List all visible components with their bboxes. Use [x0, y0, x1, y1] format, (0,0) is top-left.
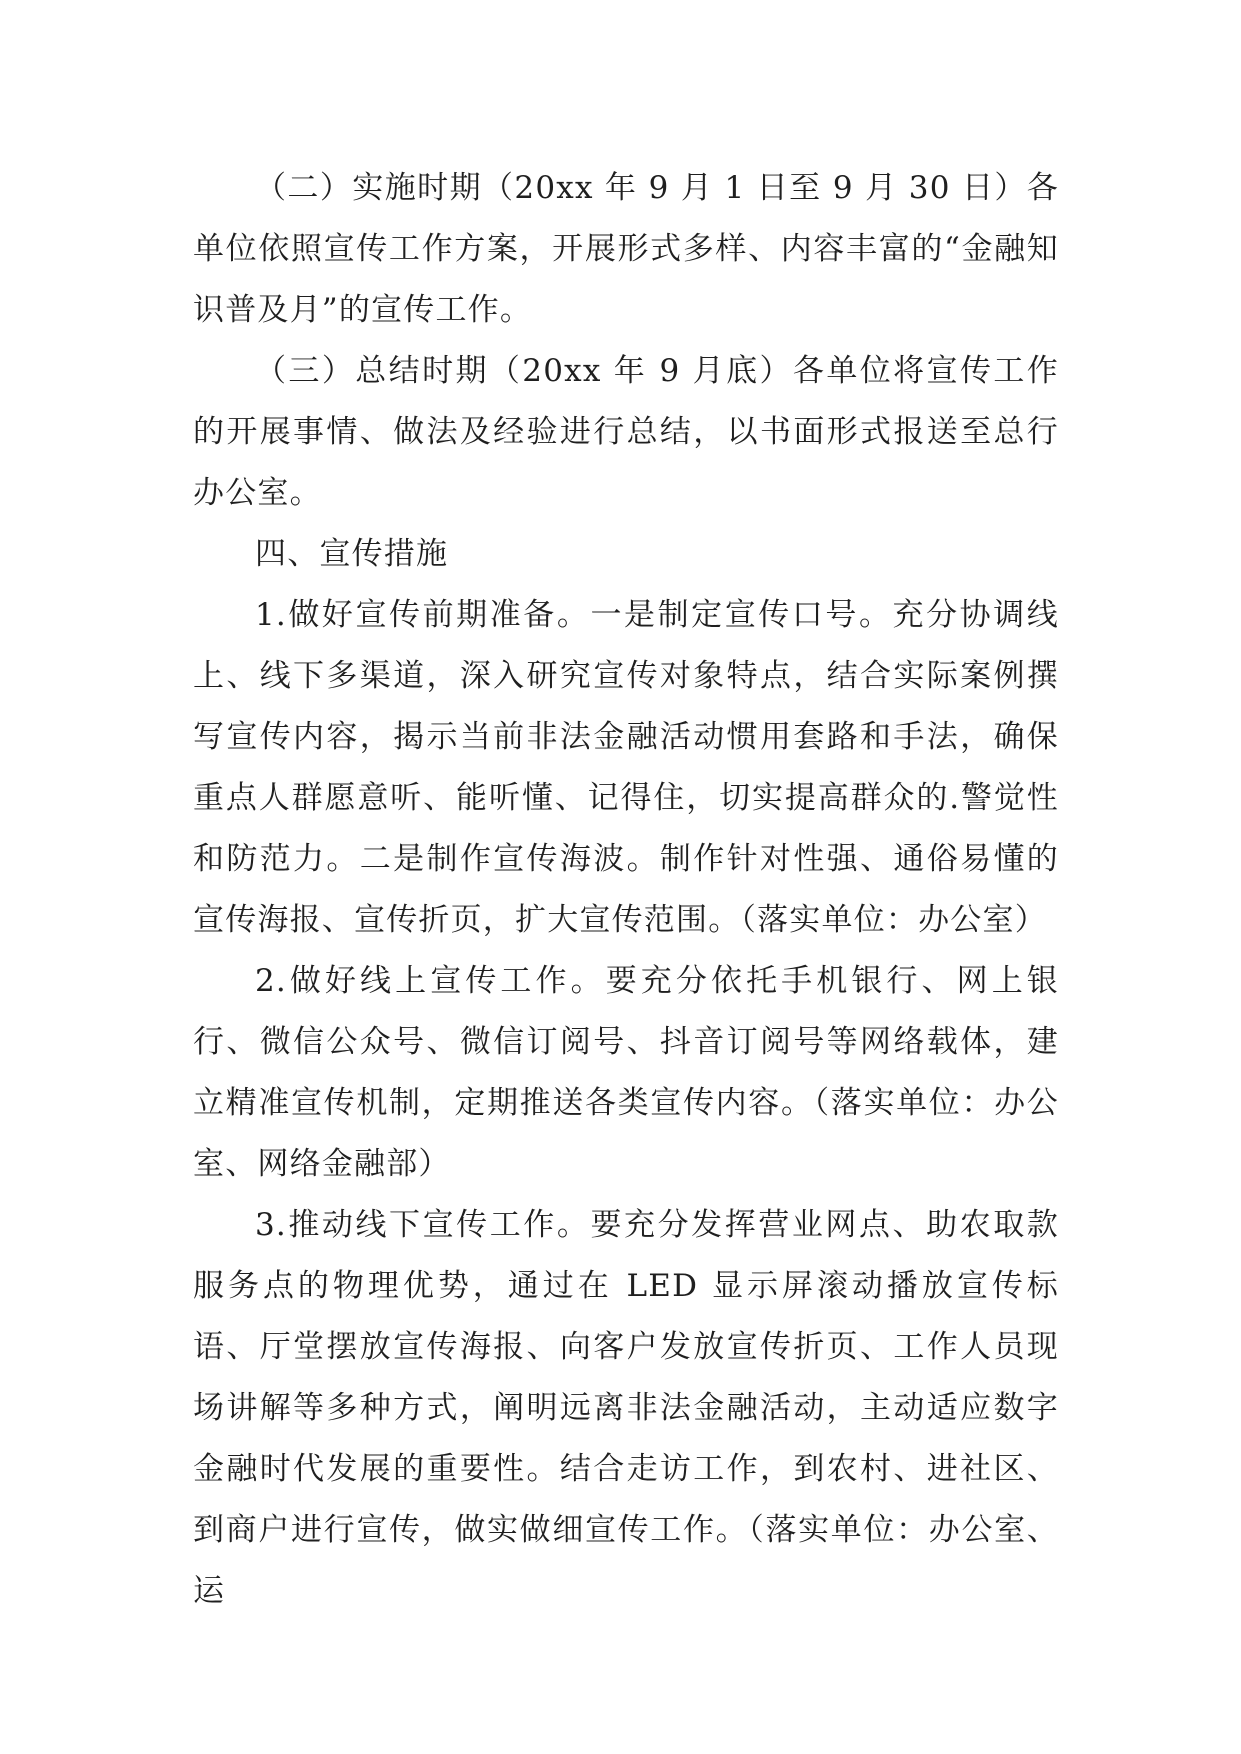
document-body [193, 158, 1059, 1622]
paragraph-summary-period: （三）总结时期（20xx 年 9 月底）各单位将宣传工作的开展事情、做法及经验进行总结，以书面形式报送至总行办公室。 [193, 353, 1059, 511]
section-heading-measures: 四、宣传措施 [255, 536, 449, 572]
paragraph-implementation-period: （二）实施时期（20xx 年 9 月 1 日至 9 月 30 日）各单位依照宣传工作方案，开展形式多样、内容丰富的“金融知识普及月”的宣传工作。 [193, 170, 1059, 328]
paragraph-measure-1: 1.做好宣传前期准备。一是制定宣传口号。充分协调线上、线下多渠道，深入研究宣传对象特点，结合实际案例撰写宣传内容，揭示当前非法金融活动惯用套路和手法，确保重点人群愿意听、能听懂、记得住，切实提高群众的.警觉性和防范力。二是制作宣传海波。制作针对性强、通俗易懂的宣传海报、宣传折页，扩大宣传范围。（落实单位：办公室） [193, 597, 1059, 938]
paragraph-measure-2: 2.做好线上宣传工作。要充分依托手机银行、网上银行、微信公众号、微信订阅号、抖音订阅号等网络载体，建立精准宣传机制，定期推送各类宣传内容。（落实单位：办公室、网络金融部） [193, 963, 1059, 1182]
paragraph-measure-3: 3.推动线下宣传工作。要充分发挥营业网点、助农取款服务点的物理优势，通过在 LED 显示屏滚动播放宣传标语、厅堂摆放宣传海报、向客户发放宣传折页、工作人员现场讲解等多种方式，阐明远离非法金融活动，主动适应数字金融时代发展的重要性。结合走访工作，到农村、进社区、到商户进行宣传，做实做细宣传工作。（落实单位：办公室、运 [193, 1207, 1059, 1609]
